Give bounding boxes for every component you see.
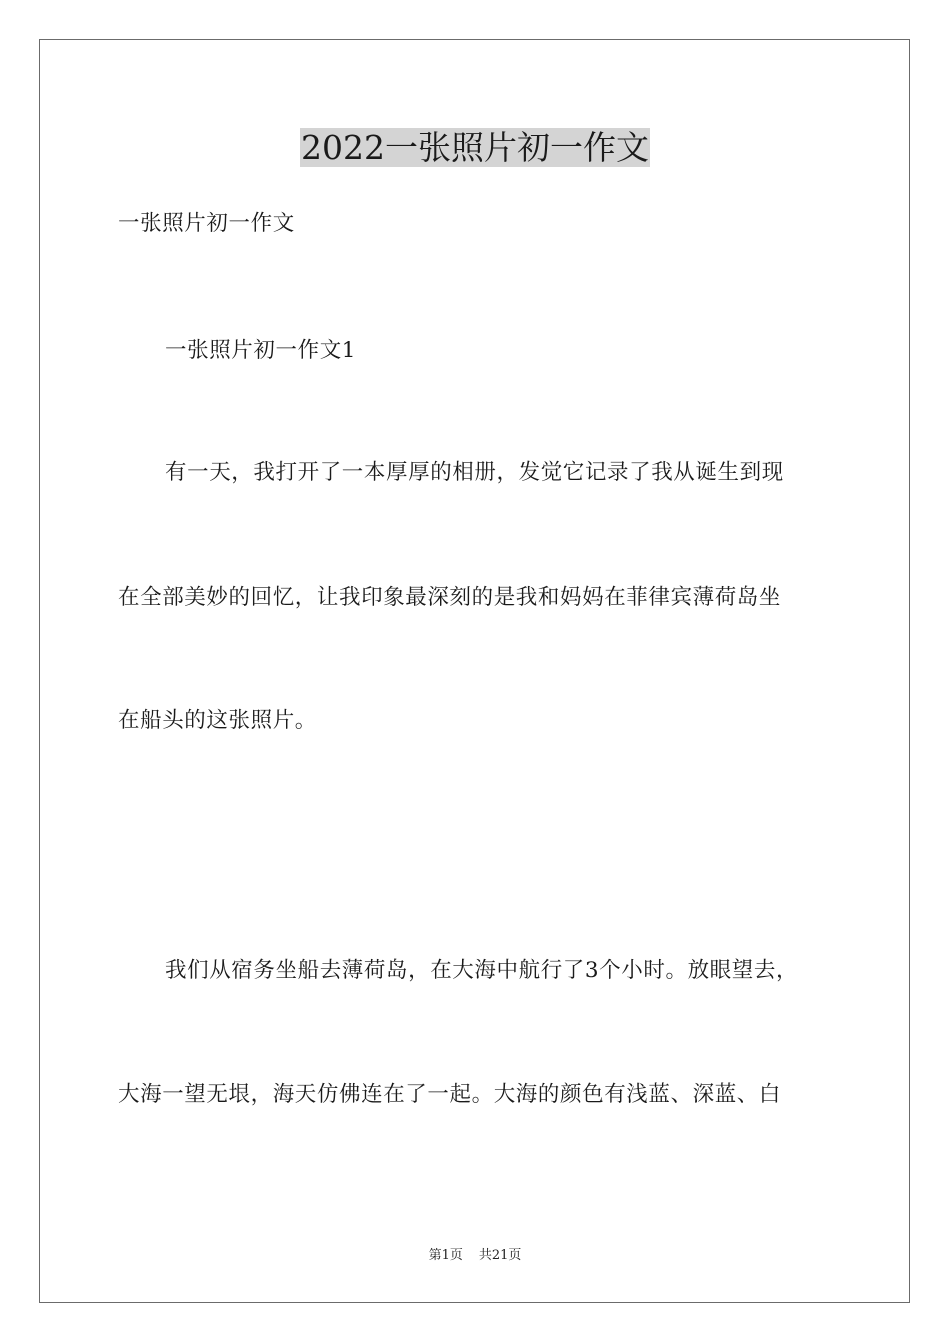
paragraph-line: 在全部美妙的回忆，让我印象最深刻的是我和妈妈在菲律宾薄荷岛坐 (118, 585, 782, 610)
page-footer (0, 1246, 950, 1266)
document-title (0, 124, 950, 172)
subtitle-line: 一张照片初一作文 (118, 211, 295, 236)
paragraph-line: 在船头的这张照片。 (118, 708, 317, 733)
page-number-total: 共21页 (478, 1248, 522, 1263)
paragraph-line: 大海一望无垠，海天仿佛连在了一起。大海的颜色有浅蓝、深蓝、白 (118, 1082, 782, 1107)
section-heading: 一张照片初一作文1 (165, 338, 357, 363)
page-number-current: 第1页 (428, 1248, 463, 1263)
paragraph-line: 有一天，我打开了一本厚厚的相册，发觉它记录了我从诞生到现 (165, 460, 784, 485)
document-title-text: 2022一张照片初一作文 (301, 128, 649, 167)
paragraph-line: 我们从宿务坐船去薄荷岛，在大海中航行了3个小时。放眼望去， (165, 958, 799, 983)
